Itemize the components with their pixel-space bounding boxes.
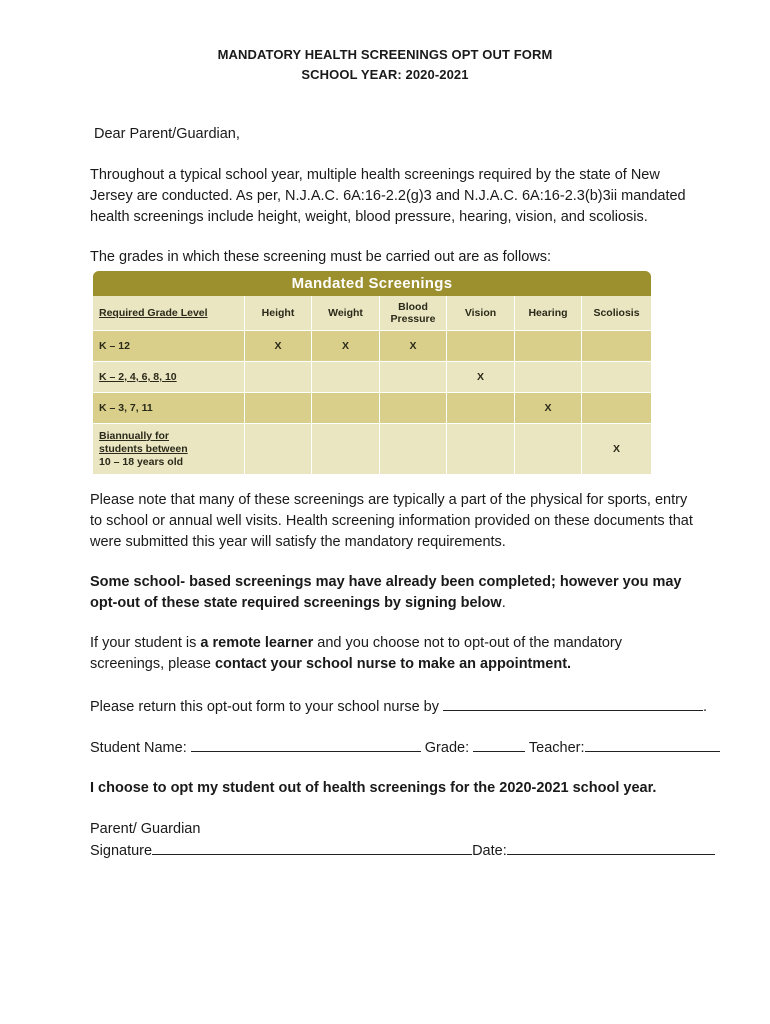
intro-line: health screenings include height, weight, blood pressure, hearing, vision, and scoliosis. <box>90 209 648 225</box>
mark-cell <box>447 424 515 475</box>
grade-label: Grade: <box>420 740 474 756</box>
grade-field[interactable] <box>473 737 525 752</box>
table-header-row <box>93 296 651 331</box>
grades-intro: The grades in which these screening must be carried out are as follows: <box>90 249 552 265</box>
date-label: Date: <box>472 843 507 859</box>
text: If your student is <box>90 635 201 651</box>
mark-cell: X <box>245 331 312 362</box>
mark-cell <box>245 362 312 393</box>
mark-cell <box>380 393 447 424</box>
table-row <box>93 331 651 362</box>
text: screenings, please <box>90 656 215 672</box>
header-cell: Hearing <box>515 296 582 331</box>
intro-line: Throughout a typical school year, multiple health screenings required by the state of New <box>90 167 660 183</box>
mark-cell <box>312 362 380 393</box>
nurse-date-field[interactable] <box>443 696 703 711</box>
grade-cell <box>93 424 245 475</box>
return-instruction <box>90 696 730 718</box>
mark-cell: X <box>515 393 582 424</box>
student-name-field[interactable] <box>191 737 421 752</box>
text: contact your school nurse to make an appointment. <box>214 656 572 672</box>
note-line: to school or annual well visits. Health screening information provided on these documents that <box>90 513 693 529</box>
mandated-screenings-table <box>93 271 651 475</box>
mark-cell: X <box>582 424 651 475</box>
signature-block <box>90 819 730 862</box>
mark-cell <box>515 331 582 362</box>
grade-cell: K – 12 <box>93 331 245 362</box>
mark-cell: X <box>447 362 515 393</box>
mark-cell <box>447 331 515 362</box>
teacher-label: Teacher: <box>525 740 585 756</box>
mark-cell <box>245 424 312 475</box>
student-name-label: Student Name: <box>90 740 191 756</box>
mark-cell <box>582 331 651 362</box>
grade-line: students between <box>99 442 188 455</box>
remote-learner-paragraph <box>90 633 730 675</box>
mark-cell <box>582 393 651 424</box>
grade-line: Biannually for <box>99 429 170 442</box>
form-title: MANDATORY HEALTH SCREENINGS OPT OUT FORM <box>217 47 553 62</box>
text: a remote learner <box>200 635 314 651</box>
grade-line: 10 – 18 years old <box>99 455 184 468</box>
note-line: were submitted this year will satisfy the mandatory requirements. <box>90 534 506 550</box>
table-row <box>93 424 651 475</box>
guardian-label: Parent/ Guardian <box>90 821 201 837</box>
grade-cell: K – 3, 7, 11 <box>93 393 245 424</box>
header-cell: Required Grade Level <box>93 296 245 331</box>
notice-line: Some school- based screenings may have already been completed; however you may <box>90 574 682 590</box>
header-cell: Blood Pressure <box>380 296 447 331</box>
mark-cell <box>380 362 447 393</box>
header-cell: Scoliosis <box>582 296 651 331</box>
mark-cell <box>380 424 447 475</box>
header-cell: Height <box>245 296 312 331</box>
date-field[interactable] <box>507 840 715 855</box>
mark-cell <box>312 393 380 424</box>
signature-field[interactable] <box>152 840 472 855</box>
header-cell: Weight <box>312 296 380 331</box>
text: and you choose not to opt-out of the mandatory <box>313 635 622 651</box>
intro-line: Jersey are conducted. As per, N.J.A.C. 6A:16-2.2(g)3 and N.J.A.C. 6A:16-2.3(b)3ii mandated <box>90 188 686 204</box>
grade-cell: K – 2, 4, 6, 8, 10 <box>93 362 245 393</box>
notice-period: . <box>501 595 506 611</box>
note-line: Please note that many of these screenings are typically a part of the physical for sports, entry <box>90 492 688 508</box>
mark-cell <box>245 393 312 424</box>
mark-cell: X <box>380 331 447 362</box>
intro-paragraph <box>90 165 730 228</box>
table-row <box>93 362 651 393</box>
mark-cell <box>312 424 380 475</box>
table-title: Mandated Screenings <box>93 271 651 296</box>
mark-cell <box>515 424 582 475</box>
school-year-title: SCHOOL YEAR: 2020-2021 <box>301 67 469 82</box>
mark-cell <box>582 362 651 393</box>
return-period: . <box>703 699 708 715</box>
table-row <box>93 393 651 424</box>
student-fields <box>90 737 730 759</box>
greeting: Dear Parent/Guardian, <box>94 126 240 142</box>
header-cell: Vision <box>447 296 515 331</box>
mark-cell <box>515 362 582 393</box>
teacher-field[interactable] <box>585 737 720 752</box>
signature-label: Signature <box>90 843 153 859</box>
bold-notice <box>90 572 730 614</box>
opt-out-statement: I choose to opt my student out of health screenings for the 2020-2021 school year. <box>90 780 657 796</box>
return-text: Please return this opt-out form to your school nurse by <box>90 699 444 715</box>
mark-cell <box>447 393 515 424</box>
mark-cell: X <box>312 331 380 362</box>
notice-line: opt-out of these state required screenings by signing below <box>90 595 502 611</box>
note-paragraph <box>90 490 730 553</box>
